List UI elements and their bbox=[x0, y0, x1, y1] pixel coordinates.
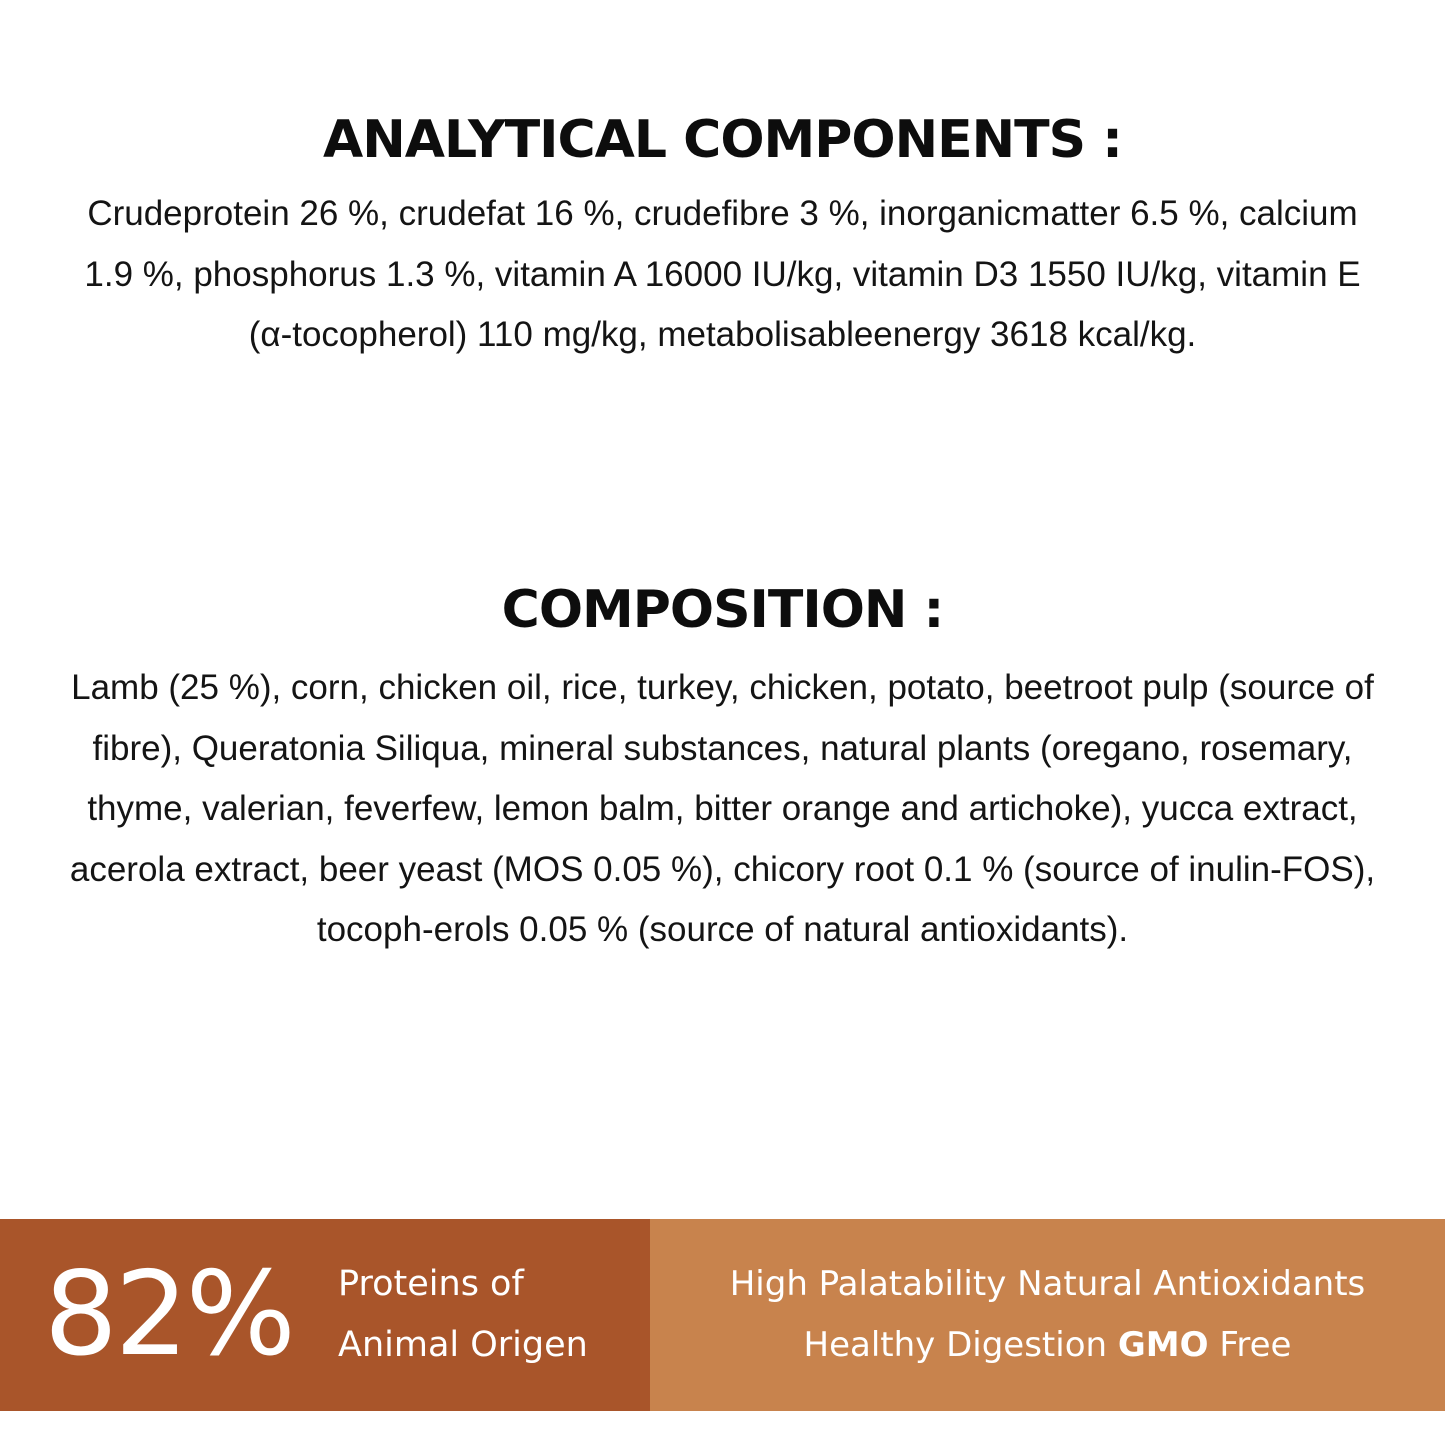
protein-label bbox=[338, 1254, 588, 1376]
protein-label-line2: Animal Origen bbox=[338, 1325, 588, 1365]
analytical-components-section bbox=[60, 108, 1385, 366]
protein-label-line1: Proteins of bbox=[338, 1264, 524, 1304]
composition-section bbox=[60, 578, 1385, 961]
composition-text: Lamb (25 %), corn, chicken oil, rice, turkey, chicken, potato, beetroot pulp (source of fibre), Queratonia Siliqua, mineral substances, natural plants (oregano, rosemary, thyme, valerian, feverfew, lemon balm, bitter orange and artichoke), yucca extract, acerola extract, beer yeast (MOS 0.05 %), chicory root 0.1 % (source of inulin-FOS), tocoph-erols 0.05 % (source of natural antioxidants). bbox=[69, 668, 1376, 949]
features-line2 bbox=[730, 1315, 1366, 1376]
gmo-label: GMO bbox=[1117, 1325, 1209, 1365]
analytical-components-heading: ANALYTICAL COMPONENTS : bbox=[323, 110, 1122, 170]
features-text bbox=[730, 1254, 1366, 1376]
protein-banner bbox=[0, 1219, 650, 1411]
protein-percent: 82% bbox=[44, 1247, 293, 1382]
analytical-components-text: Crudeprotein 26 %, crudefat 16 %, crudefibre 3 %, inorganicmatter 6.5 %, calcium 1.9 %, phosphorus 1.3 %, vitamin A 16000 IU/kg, vitamin D3 1550 IU/kg, vitamin E (α-tocopherol) 110 mg/kg, metabolisableenergy 3618 kcal/kg. bbox=[84, 194, 1361, 354]
features-line2-start: Healthy Digestion bbox=[803, 1325, 1108, 1365]
features-banner bbox=[650, 1219, 1445, 1411]
composition-heading: COMPOSITION : bbox=[501, 580, 944, 640]
features-line1: High Palatability Natural Antioxidants bbox=[729, 1264, 1366, 1304]
features-line2-end: Free bbox=[1219, 1325, 1292, 1365]
